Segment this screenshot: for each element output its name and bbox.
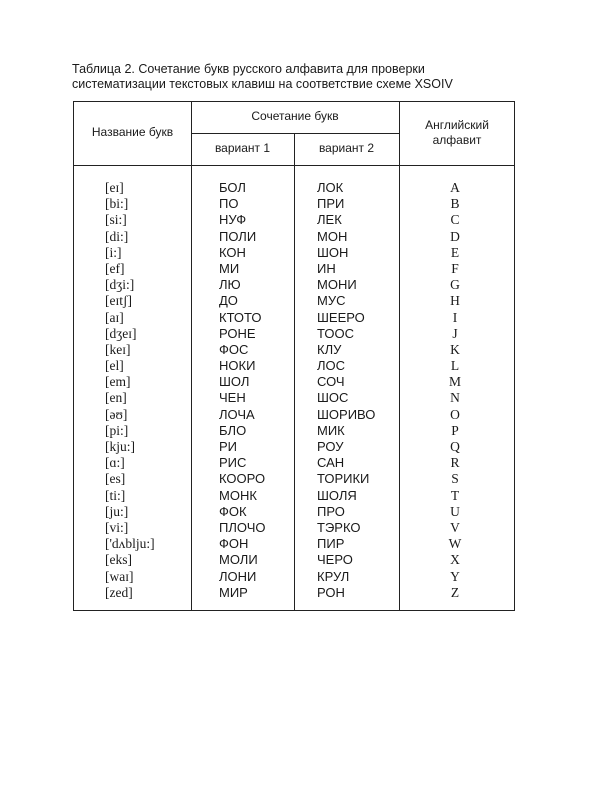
english-letter-cell: E	[450, 244, 460, 260]
variant-1-cell: НУФ	[219, 212, 247, 228]
english-letter-cell: F	[451, 260, 459, 276]
letter-name-cell: [keɪ]	[105, 341, 131, 357]
header-variant-1: вариант 1	[214, 141, 271, 155]
letter-name-cell: [eɪ]	[105, 180, 124, 195]
letter-name-cell: [di:]	[105, 228, 129, 244]
letter-name-cell: ['dʌblju:]	[105, 536, 155, 552]
variant-2-cell: ШЕЕРО	[317, 309, 365, 325]
letter-name-cell: [eks]	[105, 552, 132, 568]
variant-1-cell: ЛЮ	[219, 277, 241, 293]
letter-name-cell: [eɪtʃ]	[105, 293, 132, 309]
english-letter-cell: T	[450, 487, 460, 503]
table-row	[74, 342, 514, 358]
table-row	[74, 569, 514, 585]
letter-name-cell: [dʒi:]	[105, 277, 135, 293]
table-row	[74, 229, 514, 245]
variant-2-cell: ТООС	[317, 325, 354, 341]
english-letter-cell: L	[450, 358, 460, 374]
table-row	[74, 212, 514, 228]
header-english-alphabet	[399, 118, 515, 148]
variant-1-cell: ПО	[219, 196, 239, 212]
variant-2-cell: ШОРИВО	[317, 406, 376, 422]
variant-1-cell: КОН	[219, 244, 246, 260]
english-letter-cell: K	[450, 341, 460, 357]
letter-name-cell: [zed]	[105, 584, 133, 600]
table-row	[74, 374, 514, 390]
header-bottom-line	[74, 165, 514, 166]
table-row	[74, 488, 514, 504]
english-letter-cell: I	[452, 309, 458, 325]
letter-name-cell: [aɪ]	[105, 309, 124, 325]
letter-name-cell: [kju:]	[105, 439, 135, 454]
letter-name-cell: [es]	[105, 471, 126, 487]
variant-1-cell: ПЛОЧО	[219, 519, 266, 535]
table-row	[74, 326, 514, 342]
table-row	[74, 520, 514, 536]
english-letter-cell: N	[450, 390, 460, 406]
english-letter-cell: Y	[450, 568, 460, 584]
variant-2-cell: ШОС	[317, 390, 349, 406]
letter-combination-table	[73, 101, 515, 611]
variant-1-cell: БОЛ	[219, 180, 246, 195]
variant-2-cell: ПРИ	[317, 196, 345, 212]
variant-2-cell: ТОРИКИ	[317, 471, 370, 487]
variant-1-cell: РОНЕ	[219, 325, 256, 341]
english-letter-cell: O	[450, 406, 460, 422]
variant-2-cell: ТЭРКО	[317, 519, 361, 535]
variant-2-cell: ЛОК	[317, 180, 344, 195]
variant-1-cell: ЛОЧА	[219, 406, 255, 422]
variant-2-cell: РОУ	[317, 439, 344, 454]
variant-1-cell: ФОС	[219, 341, 249, 357]
variant-1-cell: ФОК	[219, 503, 247, 519]
variant-2-cell: КРУЛ	[317, 568, 350, 584]
variant-1-cell: РИ	[219, 439, 238, 454]
table-row	[74, 552, 514, 568]
variant-2-cell: МОНИ	[317, 277, 357, 293]
variant-2-cell: ШОЛЯ	[317, 487, 357, 503]
table-row	[74, 471, 514, 487]
variant-2-cell: ИН	[317, 260, 336, 276]
letter-name-cell: [ef]	[105, 260, 125, 276]
letter-name-cell: [en]	[105, 390, 127, 406]
table-row	[74, 536, 514, 552]
variant-2-cell: ПРО	[317, 503, 345, 519]
caption-line-2: систематизации текстовых клавиш на соответствие схеме XSOIV	[72, 77, 453, 91]
letter-name-cell: [em]	[105, 374, 131, 390]
table-row	[74, 293, 514, 309]
header-letter-name: Название букв	[91, 125, 174, 139]
table-row	[74, 504, 514, 520]
english-letter-cell: Q	[450, 439, 460, 454]
variant-1-cell: МОЛИ	[219, 552, 258, 568]
english-letter-cell: P	[451, 422, 459, 438]
variant-1-cell: ЛОНИ	[219, 568, 257, 584]
variant-2-cell: МИК	[317, 422, 345, 438]
table-row	[74, 310, 514, 326]
header-variant-2: вариант 2	[318, 141, 375, 155]
table-row	[74, 585, 514, 601]
english-letter-cell: B	[450, 196, 460, 212]
letter-name-cell: [vi:]	[105, 519, 129, 535]
variant-2-cell: МУС	[317, 293, 346, 309]
table-row	[74, 196, 514, 212]
variant-1-cell: РИС	[219, 455, 247, 471]
table-row	[74, 439, 514, 455]
letter-name-cell: [i:]	[105, 244, 122, 260]
letter-name-cell: [si:]	[105, 212, 127, 228]
variant-2-cell: ЧЕРО	[317, 552, 353, 568]
variant-1-cell: ЧЕН	[219, 390, 246, 406]
variant-1-cell: ШОЛ	[219, 374, 250, 390]
variant-2-cell: ШОН	[317, 244, 349, 260]
variant-1-cell: КТОТО	[219, 309, 262, 325]
letter-name-cell: [ti:]	[105, 487, 126, 503]
english-letter-cell: J	[452, 325, 458, 341]
letter-name-cell: [ju:]	[105, 503, 129, 519]
english-letter-cell: U	[450, 503, 460, 519]
letter-name-cell: [el]	[105, 358, 124, 374]
variant-1-cell: КООРО	[219, 471, 266, 487]
caption-line-1: Таблица 2. Сочетание букв русского алфавита для проверки	[72, 62, 425, 76]
english-letter-cell: V	[450, 519, 460, 535]
table-body	[74, 180, 514, 601]
english-letter-cell: G	[450, 277, 460, 293]
letter-name-cell: [waɪ]	[105, 568, 134, 584]
letter-name-cell: [ɑ:]	[105, 455, 125, 471]
variant-1-cell: НОКИ	[219, 358, 256, 374]
english-letter-cell: D	[450, 228, 460, 244]
table-row	[74, 277, 514, 293]
variant-2-cell: СОЧ	[317, 374, 345, 390]
english-letter-cell: H	[450, 293, 460, 309]
variant-1-cell: БЛО	[219, 422, 247, 438]
variant-2-cell: ПИР	[317, 536, 345, 552]
header-divider	[191, 133, 399, 134]
variant-1-cell: МИР	[219, 584, 248, 600]
table-row	[74, 245, 514, 261]
table-row	[74, 261, 514, 277]
variant-2-cell: ЛОС	[317, 358, 346, 374]
table-row	[74, 423, 514, 439]
variant-2-cell: ЛЕК	[317, 212, 342, 228]
variant-1-cell: МИ	[219, 260, 240, 276]
letter-name-cell: [əʊ]	[105, 406, 128, 422]
english-letter-cell: X	[450, 552, 460, 568]
variant-1-cell: ПОЛИ	[219, 228, 257, 244]
table-row	[74, 407, 514, 423]
variant-2-cell: КЛУ	[317, 341, 342, 357]
variant-1-cell: ФОН	[219, 536, 249, 552]
table-row	[74, 455, 514, 471]
letter-name-cell: [pi:]	[105, 422, 129, 438]
table-row	[74, 390, 514, 406]
variant-1-cell: МОНК	[219, 487, 257, 503]
english-letter-cell: R	[450, 455, 460, 471]
english-letter-cell: W	[448, 536, 462, 552]
header-english-line-1: Английский	[425, 118, 489, 132]
header-letter-combination: Сочетание букв	[251, 109, 339, 123]
table-row	[74, 358, 514, 374]
english-letter-cell: A	[450, 180, 460, 195]
letter-name-cell: [dʒeɪ]	[105, 325, 137, 341]
variant-2-cell: САН	[317, 455, 345, 471]
english-letter-cell: S	[451, 471, 459, 487]
table-caption	[72, 62, 532, 92]
english-letter-cell: M	[448, 374, 461, 390]
header-english-line-2: алфавит	[432, 133, 482, 147]
variant-2-cell: МОН	[317, 228, 348, 244]
table-row	[74, 180, 514, 196]
english-letter-cell: C	[450, 212, 460, 228]
variant-2-cell: РОН	[317, 584, 345, 600]
english-letter-cell: Z	[450, 584, 460, 600]
variant-1-cell: ДО	[219, 293, 238, 309]
letter-name-cell: [bi:]	[105, 196, 129, 212]
